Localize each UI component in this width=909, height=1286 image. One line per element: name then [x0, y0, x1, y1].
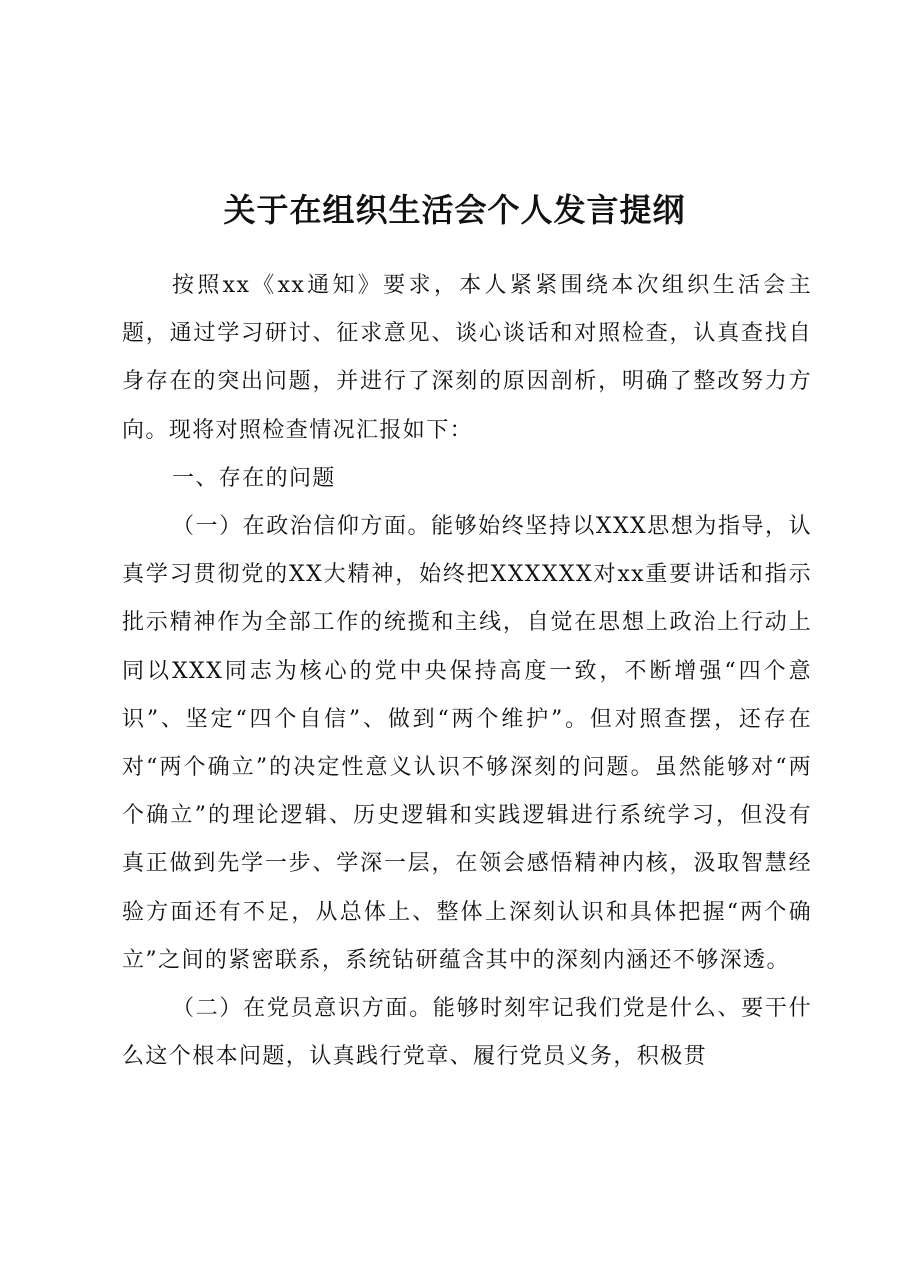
paragraph-party-awareness: （二）在党员意识方面。能够时刻牢记我们党是什么、要干什么这个根本问题，认真践行党章、履行党员义务，积极贯 [122, 996, 812, 1070]
intro-paragraph: 按照xx《xx通知》要求，本人紧紧围绕本次组织生活会主题，通过学习研讨、征求意见、谈心谈话和对照检查，认真查找自身存在的突出问题，并进行了深刻的原因剖析，明确了整改努力方向。现将对照检查情况汇报如下： [122, 273, 812, 443]
paragraph-political-belief: （一）在政治信仰方面。能够始终坚持以XXX思想为指导，认真学习贯彻党的XX大精神，始终把XXXXXX对xx重要讲话和指示批示精神作为全部工作的统揽和主线，自觉在思想上政治上行动上同以XXX同志为核心的党中央保持高度一致，不断增强“四个意识”、坚定“四个自信”、做到“两个维护”。但对照查摆，还存在对“两个确立”的决定性意义认识不够深刻的问题。虽然能够对“两个确立”的理论逻辑、历史逻辑和实践逻辑进行系统学习，但没有真正做到先学一步、学深一层，在领会感悟精神内核，汲取智慧经验方面还有不足，从总体上、整体上深刻认识和具体把握“两个确立”之间的紧密联系，系统钻研蕴含其中的深刻内涵还不够深透。 [122, 514, 812, 973]
section-heading-problems: 一、存在的问题 [172, 465, 336, 491]
document-body [122, 262, 812, 1081]
document-title: 关于在组织生活会个人发言提纲 [223, 191, 686, 229]
